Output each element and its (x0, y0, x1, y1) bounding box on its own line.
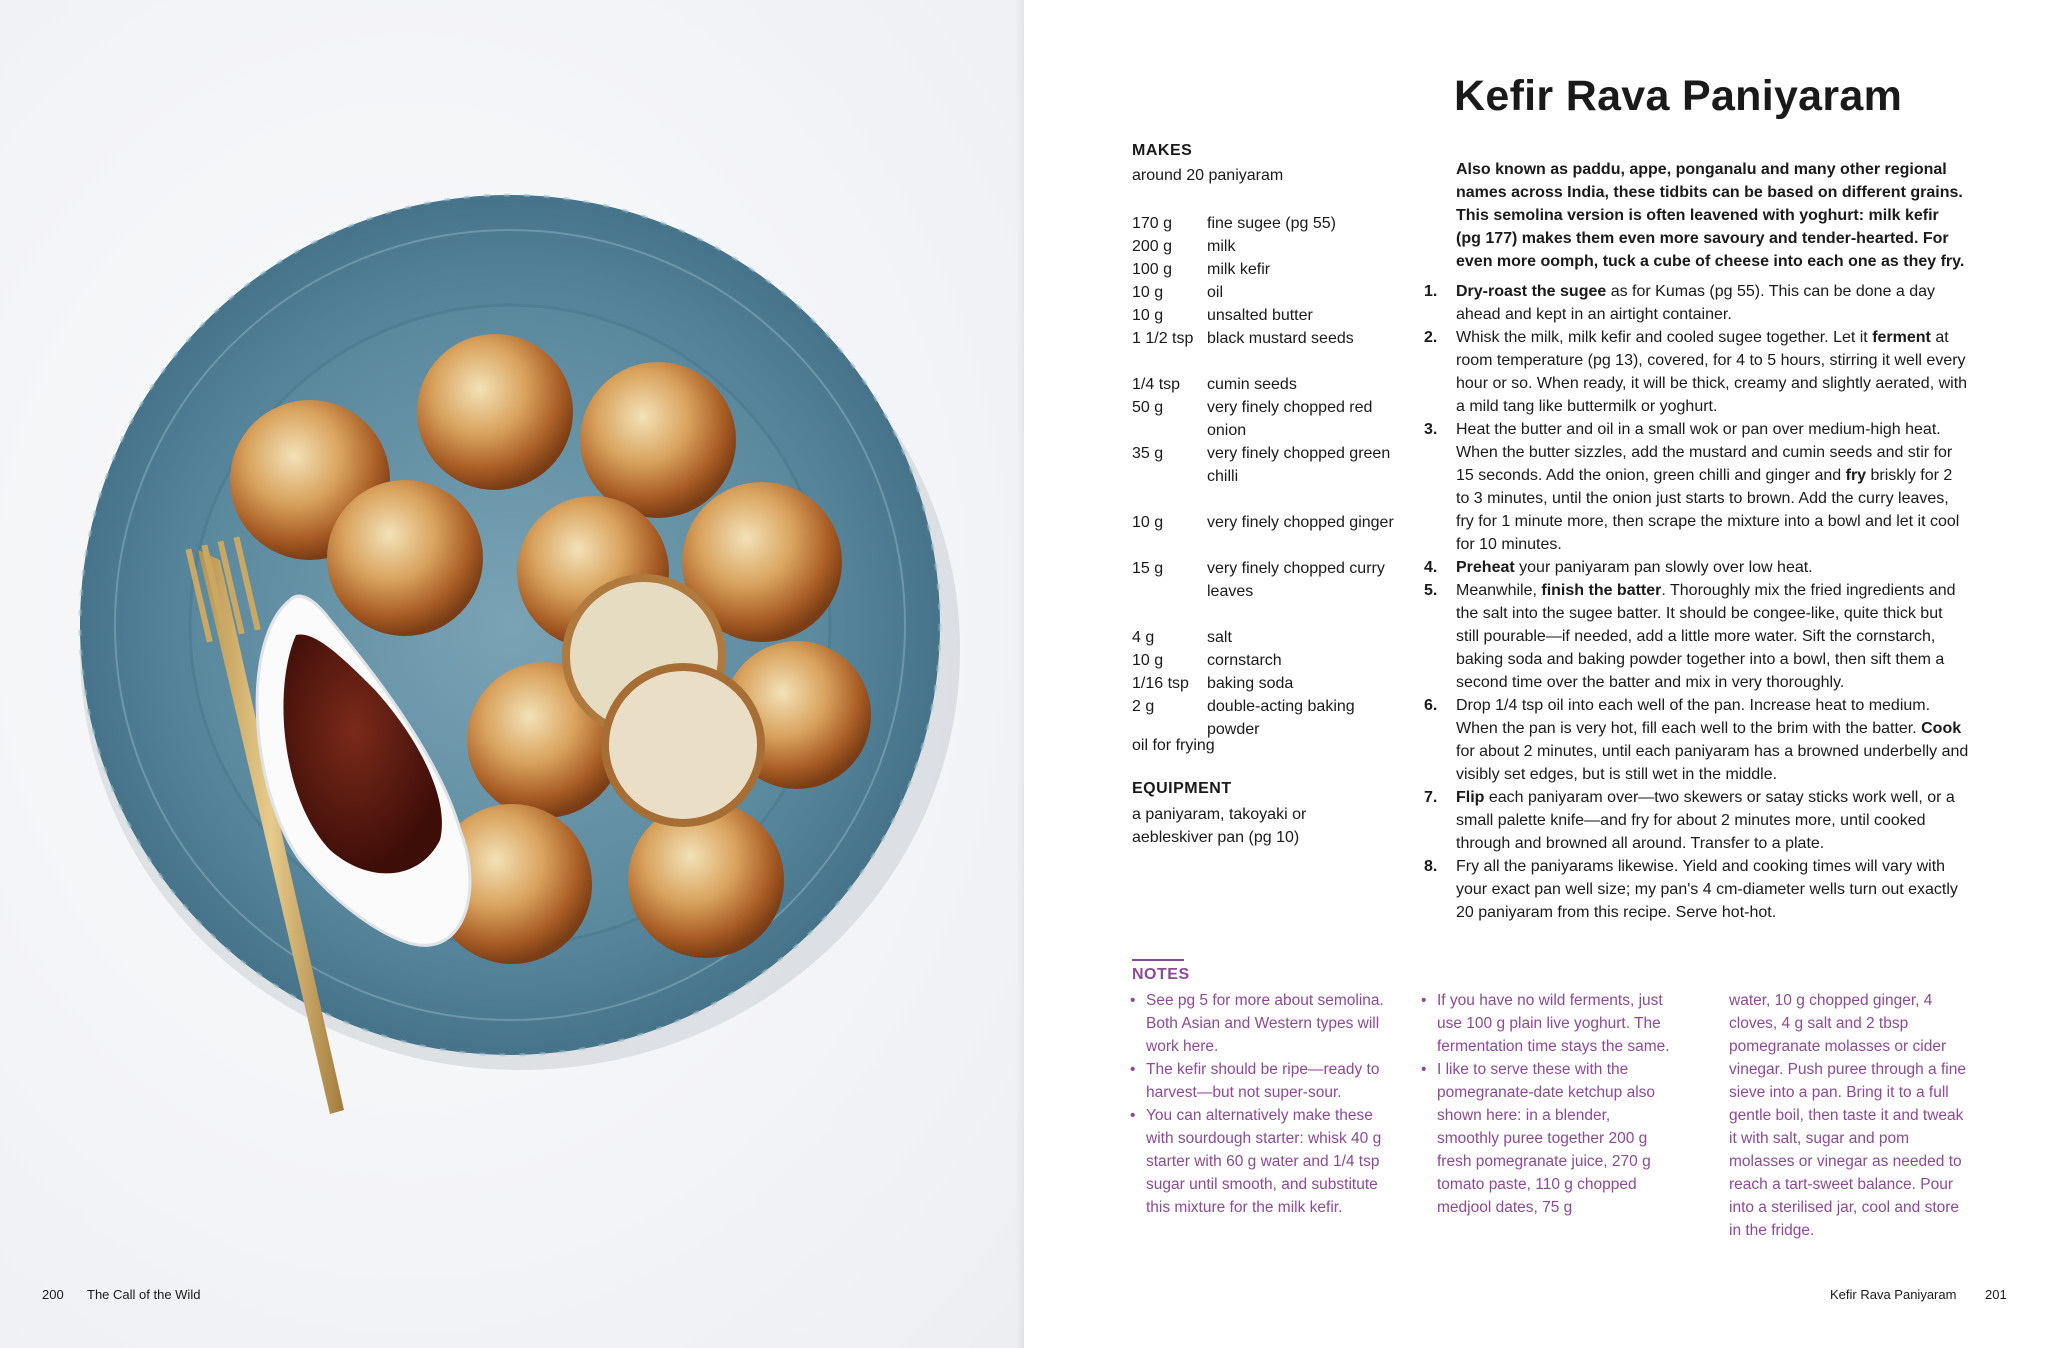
step-text-segment: Fry all the paniyarams likewise. Yield and cooking times will vary with your exact pan well size; my pan's 4 cm-diameter wells turn out exactly 20 paniyaram from this recipe. Serve hot-hot. (1456, 858, 1958, 921)
step-keyword: fry (1845, 467, 1867, 484)
ingredient-qty: 4 g (1132, 629, 1155, 646)
ingredient-name: cornstarch (1207, 652, 1282, 669)
ingredient-qty: 50 g (1132, 399, 1164, 416)
step-text-segment: your paniyaram pan slowly over low heat. (1514, 559, 1813, 576)
ingredient-name: milk (1207, 238, 1236, 255)
ingredient-name: fine sugee (pg 55) (1207, 215, 1336, 232)
step-text (1456, 694, 1969, 786)
ingredient-name: black mustard seeds (1207, 330, 1354, 347)
makes-label: MAKES (1132, 142, 1193, 159)
ingredient-qty: 200 g (1132, 238, 1173, 255)
step-number: 2. (1424, 329, 1438, 346)
note-item: • The kefir should be ripe—ready to harvest—but not super-sour. (1130, 1058, 1385, 1104)
note-item: • If you have no wild ferments, just use 100 g plain live yoghurt. The fermentation time stays the same. (1421, 989, 1676, 1058)
step-number: 6. (1424, 697, 1438, 714)
equipment-value: a paniyaram, takoyaki or aebleskiver pan (pg 10) (1132, 806, 1307, 846)
step-text-segment: as for Kumas (pg 55). This can be done a day ahead and kept in an airtight container. (1456, 283, 1936, 323)
notes-rule (1132, 959, 1184, 961)
step-text-segment: Meanwhile, (1456, 582, 1542, 599)
ingredient-qty: 170 g (1132, 215, 1173, 232)
method-step (1424, 280, 1969, 326)
notes-column-3 (1713, 989, 1968, 1242)
ingredient-name: double-acting baking powder (1207, 698, 1355, 738)
step-number: 7. (1424, 789, 1438, 806)
ingredient-name: very finely chopped green chilli (1207, 445, 1391, 485)
ingredient-name: salt (1207, 629, 1232, 646)
ingredient-qty: 35 g (1132, 445, 1164, 462)
step-keyword: Cook (1921, 720, 1962, 737)
step-text (1456, 418, 1969, 556)
step-number: 8. (1424, 858, 1438, 875)
step-text (1456, 579, 1969, 694)
left-running-head: The Call of the Wild (87, 1287, 201, 1302)
note-item: • You can alternatively make these with sourdough starter: whisk 40 g starter with 60 g water and 1/4 tsp sugar until smooth, and substitute this mixture for the milk kefir. (1130, 1104, 1385, 1219)
step-text (1456, 786, 1969, 855)
method-step (1424, 418, 1969, 556)
step-text-segment: . Thoroughly mix the fried ingredients and the salt into the sugee batter. It should be congee-like, quite thick but still pourable—if needed, add a little more water. Sift the cornstarch, baking soda and baking powder together into a bowl, then sift them a second time over the batter and mix in very thoroughly. (1456, 582, 1956, 691)
frying-oil: oil for frying (1132, 737, 1215, 754)
step-keyword: Dry-roast the sugee (1456, 283, 1607, 300)
step-text (1456, 280, 1969, 326)
ingredient-qty: 2 g (1132, 698, 1155, 715)
ingredient-qty: 1/16 tsp (1132, 675, 1189, 692)
method-step (1424, 579, 1969, 694)
notes-column-1 (1130, 989, 1385, 1219)
right-running-head: Kefir Rava Paniyaram (1830, 1287, 1957, 1302)
ingredient-qty: 100 g (1132, 261, 1173, 278)
notes-column-2 (1421, 989, 1676, 1219)
ingredient-qty: 15 g (1132, 560, 1164, 577)
ingredient-qty: 10 g (1132, 284, 1164, 301)
step-keyword: Flip (1456, 789, 1485, 806)
method-step (1424, 786, 1969, 855)
step-text-segment: each paniyaram over—two skewers or satay sticks work well, or a small palette knife—and fry for about 2 minutes more, until cooked through and browned all around. Transfer to a plate. (1456, 789, 1955, 852)
step-number: 3. (1424, 421, 1438, 438)
method-step (1424, 855, 1969, 924)
step-text (1456, 326, 1969, 418)
ingredient-name: cumin seeds (1207, 376, 1297, 393)
method-step (1424, 326, 1969, 418)
ingredient-name: milk kefir (1207, 261, 1271, 278)
step-text-segment: Drop 1/4 tsp oil into each well of the pan. Increase heat to medium. When the pan is very hot, fill each well to the brim with the batter. (1456, 697, 1931, 737)
step-text-segment: Heat the butter and oil in a small wok or pan over medium-high heat. When the butter sizzles, add the mustard and cumin seeds and stir for 15 seconds. Add the onion, green chilli and ginger and (1456, 421, 1953, 484)
right-page-number: 201 (1985, 1287, 2007, 1302)
left-page-number: 200 (42, 1287, 64, 1302)
step-keyword: Preheat (1456, 559, 1515, 576)
step-text (1456, 855, 1969, 924)
step-text-segment: Whisk the milk, milk kefir and cooled sugee together. Let it (1456, 329, 1873, 346)
ingredient-name: unsalted butter (1207, 307, 1313, 324)
step-keyword: finish the batter (1541, 582, 1662, 599)
notes-label: NOTES (1132, 966, 1190, 983)
step-text-segment: at room temperature (pg 13), covered, for 4 to 5 hours, stirring it well every hour or so. When ready, it will be thick, creamy and slightly aerated, with a mild tang like buttermilk or yoghurt. (1456, 329, 1968, 415)
ingredient-qty: 10 g (1132, 514, 1164, 531)
makes-value: around 20 paniyaram (1132, 167, 1284, 184)
ingredient-name: oil (1207, 284, 1224, 301)
ingredient-name: very finely chopped ginger (1207, 514, 1394, 531)
ingredient-name: baking soda (1207, 675, 1294, 692)
ingredient-qty: 1/4 tsp (1132, 376, 1181, 393)
note-item: • See pg 5 for more about semolina. Both Asian and Western types will work here. (1130, 989, 1385, 1058)
recipe-intro: Also known as paddu, appe, ponganalu and many other regional names across India, these tidbits can be based on different grains. This semolina version is often leavened with yoghurt: milk kefir (pg 177) makes them even more savoury and tender-hearted. For even more oomph, tuck a cube of cheese into each one as they fry. (1456, 161, 1965, 270)
method-step (1424, 556, 1969, 579)
ingredient-qty: 10 g (1132, 307, 1164, 324)
step-text (1456, 556, 1969, 579)
step-keyword: ferment (1872, 329, 1931, 346)
step-text-segment: for about 2 minutes, until each paniyaram has a browned underbelly and visibly set edges, but is still wet in the middle. (1456, 743, 1969, 783)
step-number: 1. (1424, 283, 1438, 300)
ingredient-name: very finely chopped red onion (1207, 399, 1373, 439)
note-item: water, 10 g chopped ginger, 4 cloves, 4 g salt and 2 tbsp pomegranate molasses or cider vinegar. Push puree through a fine sieve into a pan. Bring it to a full gentle boil, then taste it and tweak it with salt, sugar and pom molasses or vinegar as needed to reach a tart-sweet balance. Pour into a sterilised jar, cool and store in the fridge. (1729, 992, 1966, 1239)
ingredient-name: very finely chopped curry leaves (1207, 560, 1385, 600)
ingredient-qty: 10 g (1132, 652, 1164, 669)
method-step (1424, 694, 1969, 786)
ingredient-qty: 1 1/2 tsp (1132, 330, 1194, 347)
step-number: 5. (1424, 582, 1438, 599)
step-number: 4. (1424, 559, 1438, 576)
equipment-label: EQUIPMENT (1132, 780, 1232, 797)
note-item: • I like to serve these with the pomegranate-date ketchup also shown here: in a blender, smoothly puree together 200 g fresh pomegranate juice, 270 g tomato paste, 110 g chopped medjool dates, 75 g (1421, 1058, 1676, 1219)
step-text-segment: briskly for 2 to 3 minutes, until the onion just starts to brown. Add the curry leaves, fry for 1 minute more, then scrape the mixture into a bowl and let it cool for 10 minutes. (1456, 467, 1960, 553)
recipe-title: Kefir Rava Paniyaram (1454, 72, 1903, 120)
